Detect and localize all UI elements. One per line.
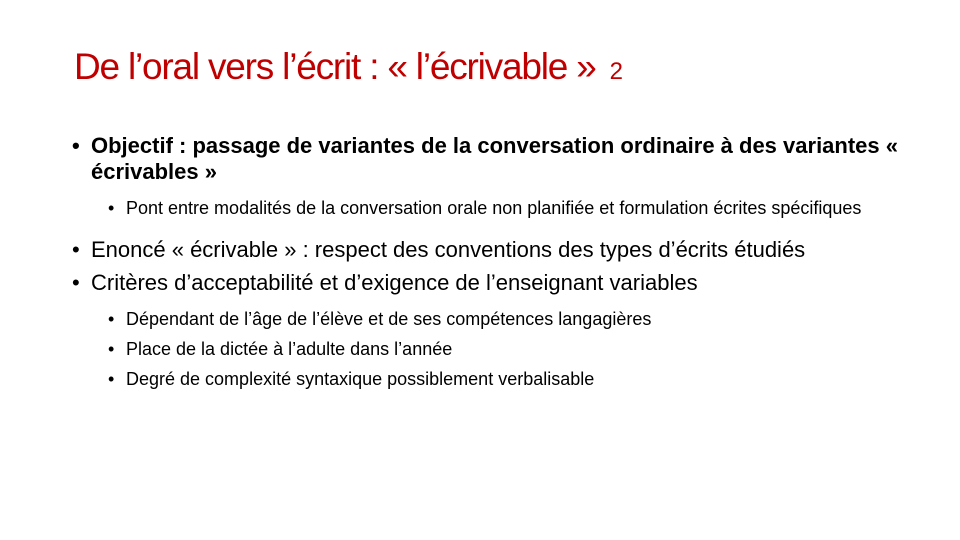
sub-bullet-text: Degré de complexité syntaxique possiblement verbalisable	[126, 369, 595, 389]
sub-bullet-degre	[108, 364, 932, 394]
sub-bullet-pont	[108, 196, 932, 221]
sub-bullet-dependant	[108, 304, 932, 334]
bullet-dot: •	[72, 237, 80, 262]
sub-bullet-text: Dépendant de l’âge de l’élève et de ses compétences langagières	[126, 309, 652, 329]
sub-bullet-place	[108, 334, 932, 364]
bullet-dot: •	[72, 133, 80, 158]
slide-title-text: De l’oral vers l’écrit : « l’écrivable »	[74, 46, 596, 87]
slide-content	[72, 133, 932, 394]
bullet-dot: •	[108, 339, 115, 359]
bullet-enonce	[72, 237, 932, 263]
bullet-dot: •	[72, 270, 80, 295]
bullet-text: Critères d’acceptabilité et d’exigence de l’enseignant variables	[91, 270, 698, 295]
sub-bullet-text: Place de la dictée à l’adulte dans l’année	[126, 339, 453, 359]
bullet-criteres	[72, 270, 932, 296]
bullet-text: Enoncé « écrivable » : respect des conventions des types d’écrits étudiés	[91, 237, 806, 262]
bullet-objectif	[72, 133, 932, 185]
slide-number: 2	[609, 58, 623, 85]
bullet-dot: •	[108, 369, 115, 389]
bullet-text: Objectif : passage de variantes de la conversation ordinaire à des variantes « écrivables »	[91, 133, 898, 184]
sub-bullet-text: Pont entre modalités de la conversation orale non planifiée et formulation écrites spécifiques	[126, 198, 862, 218]
slide-title	[74, 48, 623, 85]
bullet-dot: •	[108, 309, 115, 329]
bullet-dot: •	[108, 198, 115, 218]
